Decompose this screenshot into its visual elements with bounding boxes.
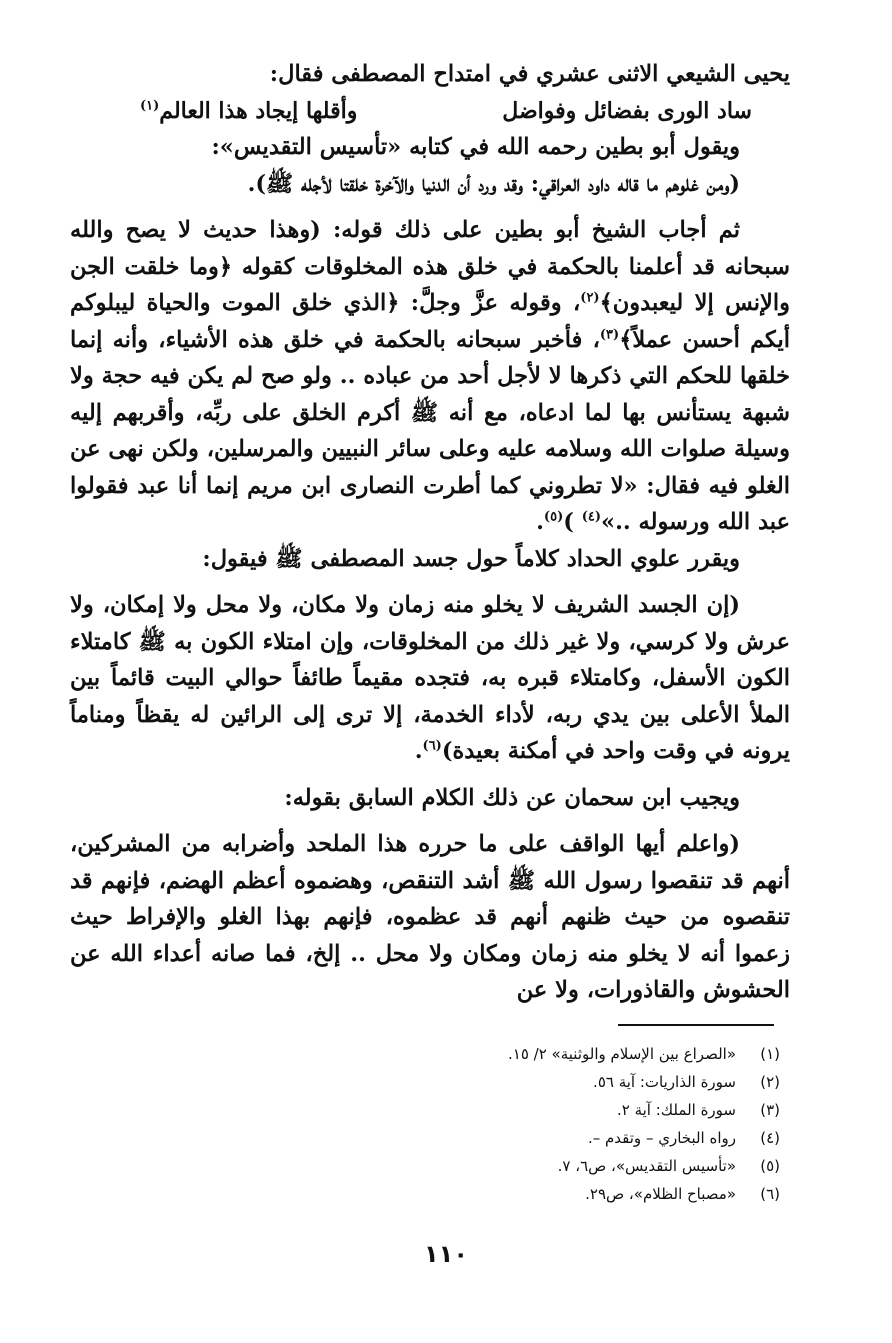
paragraph-7: ويجيب ابن سحمان عن ذلك الكلام السابق بقوله: — [284, 784, 740, 811]
page-body — [70, 56, 790, 1009]
footnote-text: «مصباح الظلام»، ص٢٩. — [585, 1185, 736, 1203]
footnote-number: (٦) — [760, 1185, 780, 1203]
paragraph-4 — [70, 212, 790, 541]
page-number: ١١٠ — [424, 1240, 468, 1268]
footnote-ref-1: (١) — [140, 98, 160, 114]
footnote-text: «الصراع بين الإسلام والوثنية» ٢/ ١٥. — [507, 1045, 736, 1063]
footnote-item — [300, 1096, 780, 1124]
footnote-ref-6: (٦) — [422, 738, 442, 754]
footnote-item — [300, 1068, 780, 1096]
footnote-ref-4: (٤) — [581, 509, 601, 525]
footnote-number: (٤) — [760, 1129, 780, 1147]
footnote-text: «تأسيس التقديس»، ص٦، ٧. — [557, 1157, 736, 1175]
footnote-ref-3: (٣) — [599, 327, 620, 342]
paragraph-6 — [70, 587, 790, 770]
paragraph-5: ويقرر علوي الحداد كلاماً حول جسد المصطفى ﷺ فيقول: — [202, 545, 740, 572]
paragraph-4-end: . — [536, 509, 544, 535]
paragraph-8: (واعلم أيها الواقف على ما حرره هذا الملحد وأضرابه من المشركين، أنهم قد تنقصوا رسول الله ﷺ أشد التنقص، وهضموه أعظم الهضم، فإنهم قد تنقصوه من حيث ظنهم أنهم قد عظموه، فإنهم بهذا الغلو والإفراط حيث زعموا أنه لا يخلو منه زمان ومكان ولا محل .. إلخ، فما صانه أعداء الله عن الحشوش والقاذورات، ولا عن — [70, 831, 790, 1003]
paragraph-4-part-a: ثم أجاب الشيخ أبو بطين على ذلك قوله: (وهذا حديث لا يصح والله سبحانه قد أعلمنا بالحكمة في خلق هذه المخلوقات كقوله ﴿وما خلقت الجن والإنس إلا ليعبدون﴾ — [70, 217, 790, 316]
footnote-text: سورة الذاريات: آية ٥٦. — [593, 1073, 736, 1091]
footnote-separator — [618, 1024, 774, 1026]
paragraph-1: يحيى الشيعي الاثنى عشري في امتداح المصطفى فقال: — [269, 61, 790, 87]
footnote-number: (١) — [760, 1045, 780, 1063]
footnote-item — [300, 1040, 780, 1068]
footnote-item — [300, 1180, 780, 1208]
footnote-text: سورة الملك: آية ٢. — [616, 1101, 736, 1119]
verse-first-hemistich: ساد الورى بفضائل وفواضل — [502, 97, 752, 124]
paragraph-4-part-c: ، فأخبر سبحانه بالحكمة في خلق هذه الأشياء، وأنه إنما خلقها للحكم التي ذكرها لا لأجل أحد من عباده .. ولو صح لم يكن فيه حجة ولا شبهة يستأنس بها لما ادعاه، مع أنه ﷺ أكرم الخلق على ربِّه، وأقربهم إليه وسيلة صلوات الله وسلامه عليه وعلى سائر النبيين والمرسلين، ولكن نهى عن الغلو فيه فقال: «لا تطروني كما أطرت النصارى ابن مريم إنما أنا عبد فقولوا عبد الله ورسوله ..» — [70, 326, 790, 535]
footnote-item — [300, 1152, 780, 1180]
footnote-number: (٣) — [760, 1101, 780, 1119]
poem-verse — [70, 93, 790, 130]
paragraph-6-text: (إن الجسد الشريف لا يخلو منه زمان ولا مكان، ولا محل ولا إمكان، ولا عرش ولا كرسي، ولا غير ذلك من المخلوقات، وإن امتلاء الكون به ﷺ كامتلاء الكون الأسفل، وكامتلاء قبره به، فتجده مقيماً طائفاً حوالي البيت قائماً بين الملأ الأعلى بين يدي ربه، لأداء الخدمة، إلا ترى إلى الرائين له يقظاً ومناماً يرونه في وقت واحد في أمكنة بعيدة) — [70, 592, 790, 764]
paragraph-4-part-b: ، وقوله عزَّ وجلَّ: ﴿الذي خلق الموت والحياة ليبلوكم أيكم أحسن عملاً﴾ — [70, 290, 790, 353]
paragraph-3: (ومن غلوهم ما قاله داود العراقي: وقد ورد أن الدنيا والآخرة خلقتا لأجله ﷺ). — [247, 170, 740, 197]
paragraph-4-part-d: ) — [563, 509, 582, 535]
footnotes — [300, 1040, 780, 1208]
footnote-text: رواه البخاري – وتقدم –. — [587, 1129, 736, 1147]
footnote-ref-2: (٢) — [580, 290, 600, 306]
verse-second-hemistich-text: وأقلها إيجاد هذا العالم — [159, 97, 358, 124]
paragraph-6-end: . — [414, 738, 423, 764]
verse-second-hemistich — [140, 93, 357, 130]
paragraph-2: ويقول أبو بطين رحمه الله في كتابه «تأسيس التقديس»: — [211, 134, 740, 160]
footnote-ref-5: (٥) — [543, 509, 564, 525]
footnote-item — [300, 1124, 780, 1152]
footnote-number: (٢) — [760, 1073, 780, 1091]
footnote-number: (٥) — [760, 1157, 780, 1175]
